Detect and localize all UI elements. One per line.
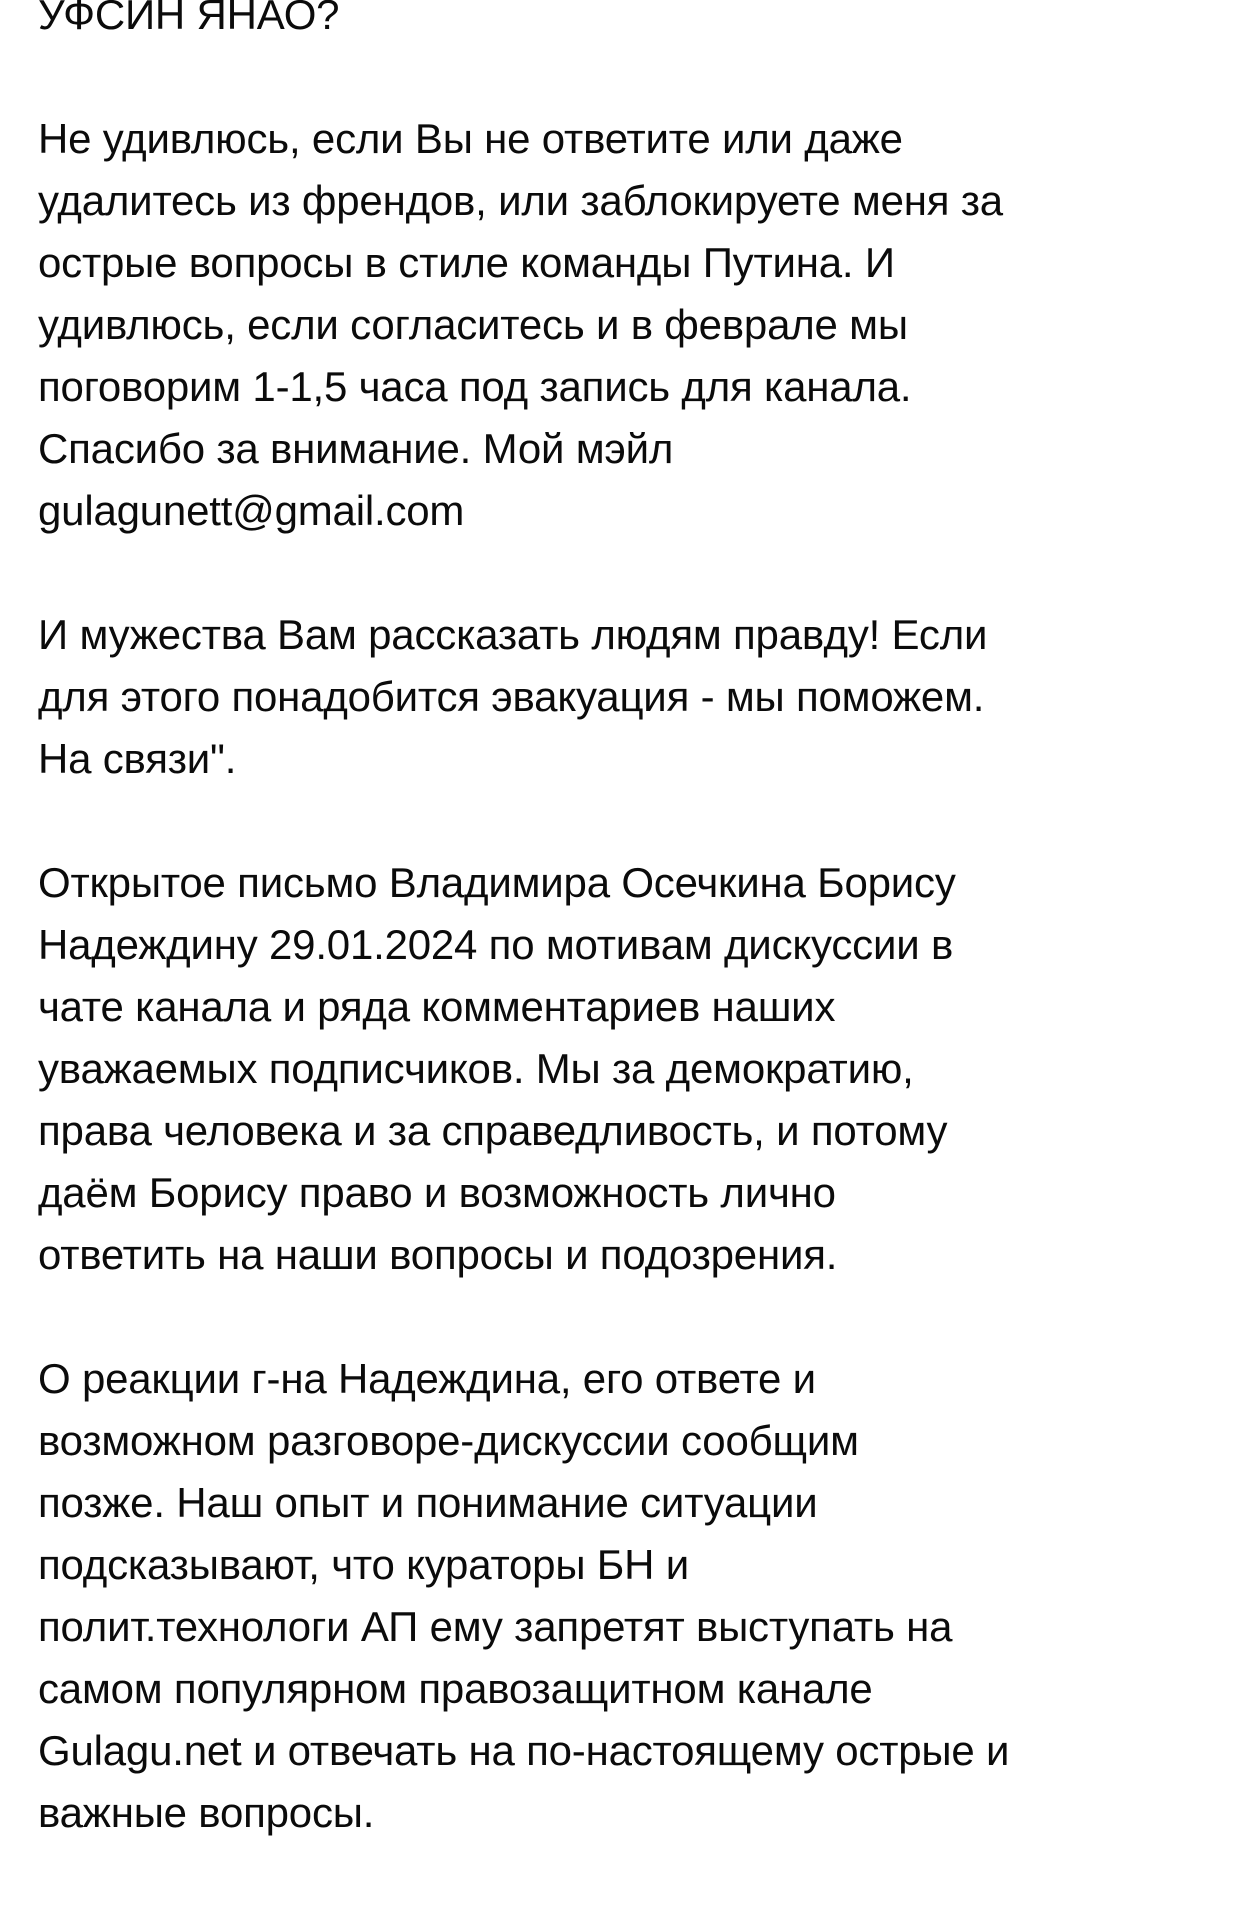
text-line: острые вопросы в стиле команды Путина. И <box>38 239 895 286</box>
text-line: уважаемых подписчиков. Мы за демократию, <box>38 1045 914 1092</box>
paragraph-2 <box>38 108 1218 542</box>
text-line: Gulagu.net и отвечать на по-настоящему острые и <box>38 1727 1010 1774</box>
text-line: Надеждину 29.01.2024 по мотивам дискуссии в <box>38 921 954 968</box>
text-line: Не удивлюсь, если Вы не ответите или даже <box>38 115 903 162</box>
email-text: gulagunett@gmail.com <box>38 487 465 534</box>
text-line: удивлюсь, если согласитесь и в феврале мы <box>38 301 908 348</box>
text-line: чате канала и ряда комментариев наших <box>38 983 836 1030</box>
text-line: На связи". <box>38 735 237 782</box>
text-line: удалитесь из френдов, или заблокируете меня за <box>38 177 1003 224</box>
text-line: подсказывают, что кураторы БН и <box>38 1541 690 1588</box>
text-line: самом популярном правозащитном канале <box>38 1665 873 1712</box>
text-line: поговорим 1-1,5 часа под запись для канала. <box>38 363 912 410</box>
text-line: Открытое письмо Владимира Осечкина Борису <box>38 859 956 906</box>
text-line: УФСИН ЯНАО? <box>38 0 340 38</box>
paragraph-3 <box>38 604 1218 790</box>
text-line: возможном разговоре-дискуссии сообщим <box>38 1417 859 1464</box>
text-line: позже. Наш опыт и понимание ситуации <box>38 1479 818 1526</box>
text-line: права человека и за справедливость, и потому <box>38 1107 948 1154</box>
text-line: О реакции г-на Надеждина, его ответе и <box>38 1355 816 1402</box>
text-line: Спасибо за внимание. Мой мэйл <box>38 425 674 472</box>
paragraph-5 <box>38 1348 1218 1844</box>
text-line: даём Борису право и возможность лично <box>38 1169 836 1216</box>
message-text <box>38 0 1218 1906</box>
text-line: И мужества Вам рассказать людям правду! Если <box>38 611 988 658</box>
paragraph-4 <box>38 852 1218 1286</box>
text-line: ответить на наши вопросы и подозрения. <box>38 1231 838 1278</box>
text-line: важные вопросы. <box>38 1789 375 1836</box>
text-line: полит.технологи АП ему запретят выступать на <box>38 1603 953 1650</box>
text-line: для этого понадобится эвакуация - мы поможем. <box>38 673 985 720</box>
paragraph-1 <box>38 0 1218 46</box>
